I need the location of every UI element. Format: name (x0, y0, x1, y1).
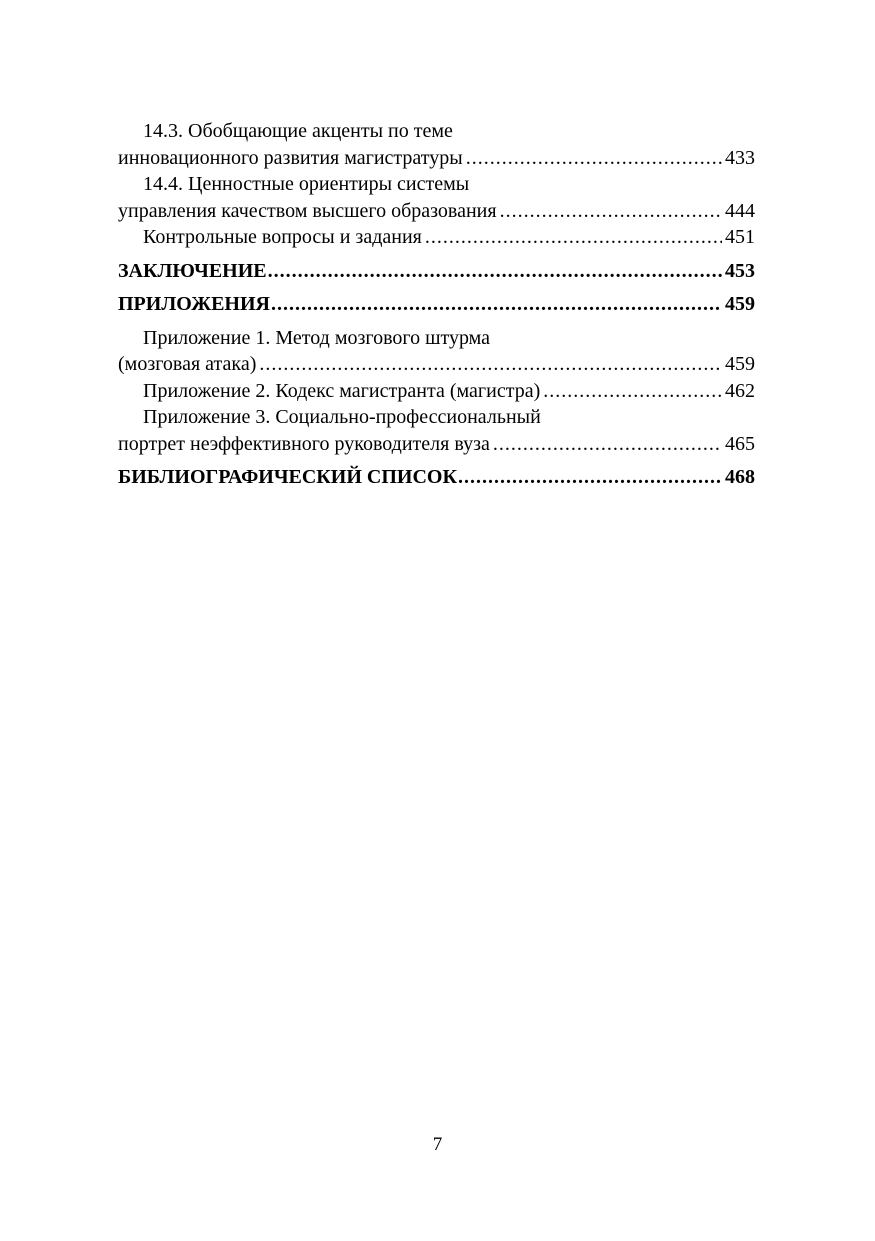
toc-page-number: 465 (725, 432, 755, 455)
toc-page-number: 451 (725, 226, 755, 248)
toc-entry-appendix-1 (118, 325, 755, 378)
toc-entry-appendix-3 (118, 404, 755, 457)
toc-entry-title: Приложение 2. Кодекс магистранта (магистра) (143, 379, 541, 402)
dot-leader (493, 431, 722, 458)
toc-entry-14-3 (118, 118, 755, 171)
toc-entry-title-continued: инновационного развития магистратуры (118, 146, 463, 169)
dot-leader (259, 351, 722, 378)
dot-leader (458, 464, 722, 491)
dot-leader (271, 291, 722, 318)
toc-entry-appendices (118, 291, 755, 318)
toc-entry-title: ЗАКЛЮЧЕНИЕ (118, 259, 267, 282)
toc-entry-title: Контрольные вопросы и задания (143, 226, 422, 248)
dot-leader (425, 224, 722, 251)
toc-entry-title: ПРИЛОЖЕНИЯ (118, 293, 270, 315)
toc-page-number: 459 (725, 293, 755, 315)
toc-entry-title: 14.4. Ценностные ориентиры системы (143, 173, 470, 195)
toc-entry-title-continued: (мозговая атака) (118, 353, 257, 375)
dot-leader (268, 258, 722, 285)
toc-entry-bibliography (118, 464, 755, 491)
toc-page-number: 459 (725, 353, 755, 375)
toc-entry-conclusion (118, 258, 755, 285)
toc-page-number: 433 (725, 146, 755, 169)
dot-leader (500, 198, 722, 225)
toc-entry-title-continued: портрет неэффективного руководителя вуза (118, 432, 490, 455)
toc-entry-control-questions (118, 224, 755, 251)
toc-entry-appendix-2 (118, 378, 755, 405)
table-of-contents (118, 118, 755, 498)
toc-page-number: 462 (725, 379, 755, 402)
toc-page-number: 444 (725, 199, 755, 222)
toc-entry-title-continued: управления качеством высшего образования (118, 199, 497, 222)
toc-page-number: 453 (725, 259, 755, 282)
toc-entry-14-4 (118, 171, 755, 224)
dot-leader (543, 378, 722, 405)
page-number: 7 (432, 1134, 443, 1155)
toc-entry-title: 14.3. Обобщающие акценты по теме (143, 120, 453, 142)
toc-page-number: 468 (725, 466, 755, 488)
dot-leader (466, 145, 722, 172)
toc-entry-title: Приложение 3. Социально-профессиональный (143, 406, 541, 428)
toc-entry-title: БИБЛИОГРАФИЧЕСКИЙ СПИСОК (118, 466, 457, 488)
toc-entry-title: Приложение 1. Метод мозгового штурма (143, 326, 491, 349)
